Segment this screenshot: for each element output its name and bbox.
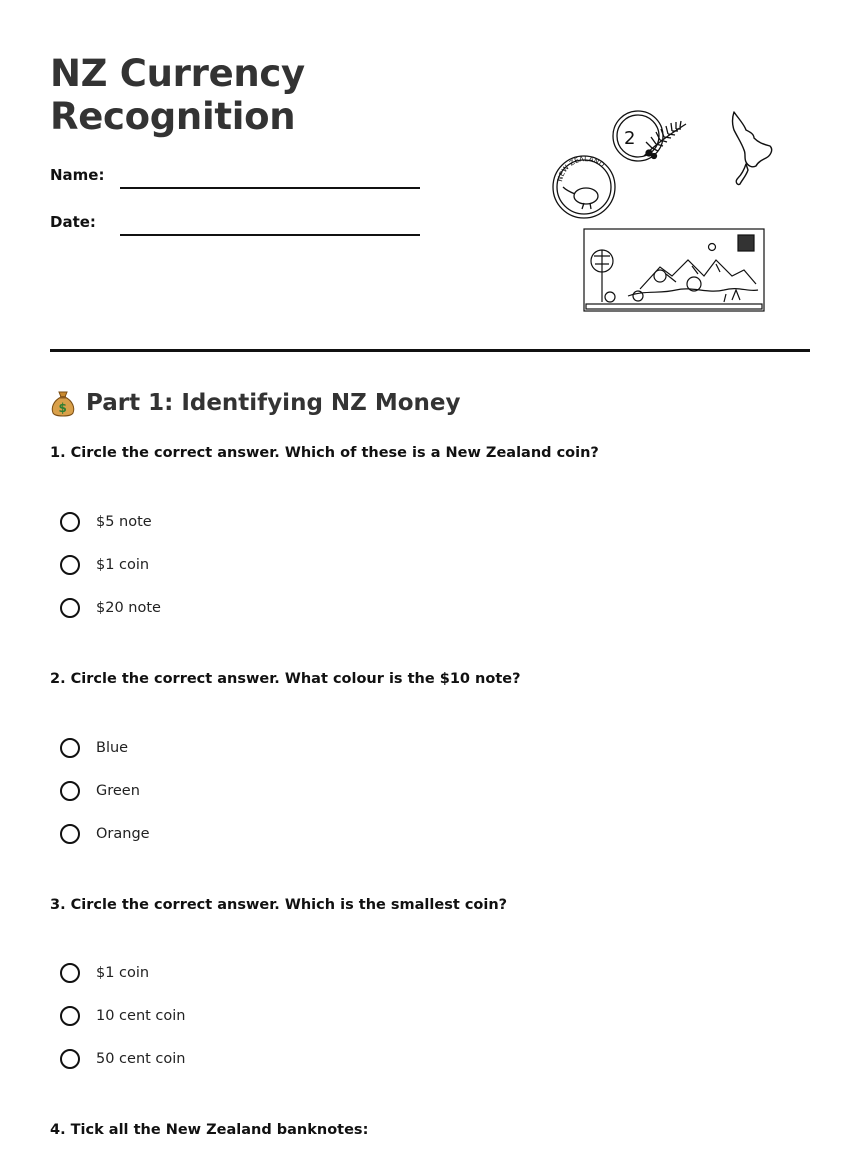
radio-circle[interactable] — [60, 738, 80, 758]
part1-heading-text: Part 1: Identifying NZ Money — [86, 390, 461, 416]
currency-clipart — [548, 104, 788, 318]
worksheet-title — [50, 52, 305, 138]
question-2: 2. Circle the correct answer. What colour is the $10 note? — [50, 671, 521, 687]
date-label: Date: — [50, 213, 96, 231]
title-line-2: Recognition — [50, 95, 296, 138]
nz-map-icon — [733, 112, 772, 185]
radio-circle[interactable] — [60, 1049, 80, 1069]
option-label: Orange — [96, 826, 150, 842]
option-label: $5 note — [96, 514, 152, 530]
q1-option-3[interactable] — [60, 596, 161, 620]
q1-option-1[interactable] — [60, 510, 152, 534]
option-label: $1 coin — [96, 557, 150, 573]
q3-option-1[interactable] — [60, 961, 149, 985]
svg-text:NEW ZEALAND — [556, 155, 606, 182]
question-4: 4. Tick all the New Zealand banknotes: — [50, 1122, 369, 1138]
header-divider — [50, 349, 810, 352]
radio-circle[interactable] — [60, 1006, 80, 1026]
question-3: 3. Circle the correct answer. Which is the smallest coin? — [50, 897, 508, 913]
name-field[interactable] — [120, 187, 420, 189]
option-label: $1 coin — [96, 965, 150, 981]
coin-inscription: NEW ZEALAND — [556, 155, 606, 183]
kiwi-coin-icon — [553, 155, 615, 218]
option-label: Blue — [96, 740, 129, 756]
radio-circle[interactable] — [60, 512, 80, 532]
part1-heading — [50, 388, 461, 418]
svg-text:2: 2 — [624, 128, 636, 149]
option-label: 10 cent coin — [96, 1008, 186, 1024]
radio-circle[interactable] — [60, 781, 80, 801]
q2-option-1[interactable] — [60, 736, 128, 760]
option-label: Green — [96, 783, 140, 799]
q2-option-3[interactable] — [60, 822, 150, 846]
fern-coin-icon — [613, 111, 686, 161]
date-field[interactable] — [120, 234, 420, 236]
svg-text:$: $ — [58, 401, 67, 415]
q1-option-2[interactable] — [60, 553, 149, 577]
banknote-icon — [584, 229, 764, 311]
q3-option-3[interactable] — [60, 1047, 186, 1071]
radio-circle[interactable] — [60, 824, 80, 844]
q3-option-2[interactable] — [60, 1004, 186, 1028]
money-bag-icon — [50, 388, 76, 418]
title-line-1: NZ Currency — [50, 52, 305, 95]
name-label: Name: — [50, 166, 105, 184]
option-label: $20 note — [96, 600, 161, 616]
q2-option-2[interactable] — [60, 779, 140, 803]
option-label: 50 cent coin — [96, 1051, 186, 1067]
radio-circle[interactable] — [60, 598, 80, 618]
radio-circle[interactable] — [60, 963, 80, 983]
radio-circle[interactable] — [60, 555, 80, 575]
question-1: 1. Circle the correct answer. Which of these is a New Zealand coin? — [50, 445, 599, 461]
